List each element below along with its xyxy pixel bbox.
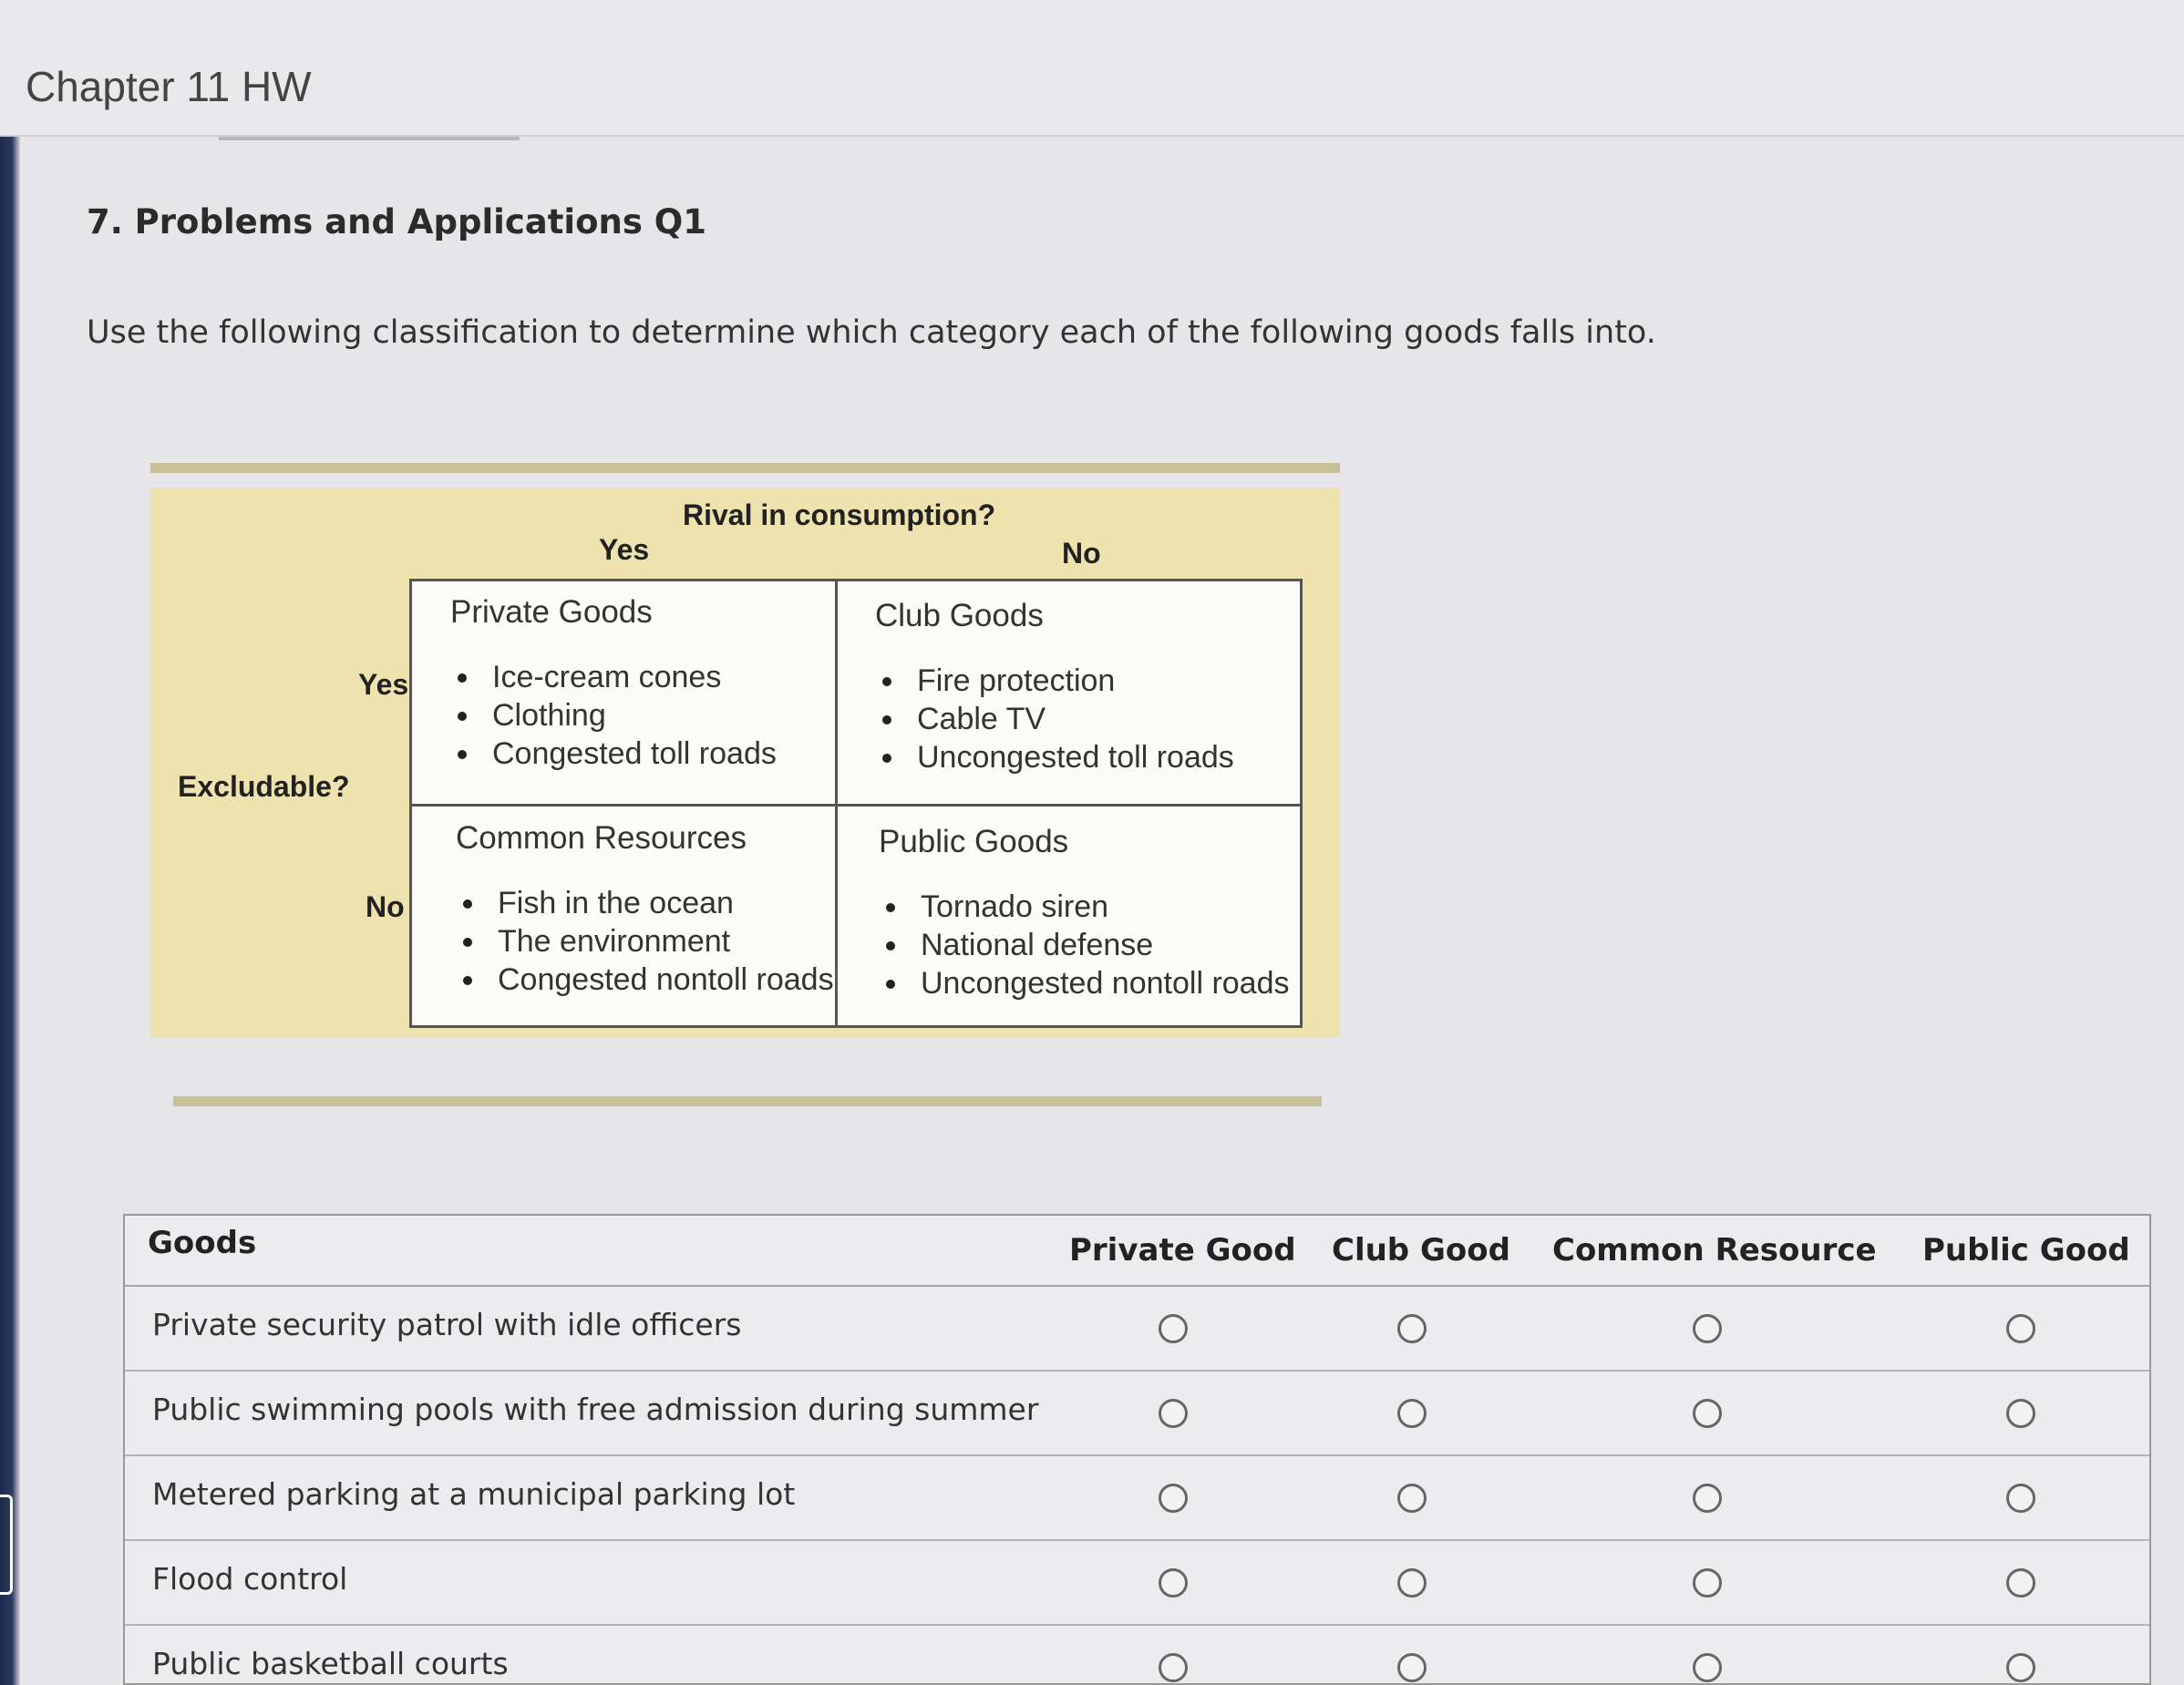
- radio-private-good[interactable]: [1159, 1568, 1188, 1598]
- cell-public-goods: [879, 824, 1290, 1002]
- column-header-private-good: Private Good: [1069, 1232, 1296, 1269]
- figure-top-rule: [150, 463, 1340, 473]
- radio-private-good[interactable]: [1159, 1653, 1188, 1682]
- radio-common-resource[interactable]: [1693, 1653, 1722, 1682]
- cell-common-resources: [456, 820, 834, 999]
- row-label: Flood control: [152, 1561, 348, 1597]
- list-item: The environment: [456, 922, 834, 961]
- classification-grid: [409, 579, 1303, 1028]
- rival-label: Rival in consumption?: [683, 498, 996, 531]
- list-item: National defense: [879, 926, 1290, 964]
- table-header-row: [125, 1216, 2149, 1287]
- radio-public-good[interactable]: [2006, 1484, 2035, 1513]
- list-item: Uncongested toll roads: [875, 738, 1234, 776]
- table-row: [125, 1287, 2149, 1372]
- column-header-goods: Goods: [148, 1225, 257, 1261]
- row-label: Public swimming pools with free admission during summer: [152, 1392, 1039, 1427]
- radio-club-good[interactable]: [1397, 1314, 1427, 1343]
- radio-club-good[interactable]: [1397, 1568, 1427, 1598]
- radio-private-good[interactable]: [1159, 1314, 1188, 1343]
- row-label: Private security patrol with idle officers: [152, 1307, 742, 1342]
- list-item: Clothing: [450, 696, 777, 735]
- question-instructions: Use the following classification to determine which category each of the following goods falls into.: [87, 314, 1656, 351]
- radio-club-good[interactable]: [1397, 1399, 1427, 1428]
- cell-title: Common Resources: [456, 820, 747, 856]
- radio-common-resource[interactable]: [1693, 1484, 1722, 1513]
- classification-answer-table: [123, 1214, 2151, 1685]
- radio-common-resource[interactable]: [1693, 1568, 1722, 1598]
- list-item: Fish in the ocean: [456, 884, 834, 922]
- list-item: Cable TV: [875, 700, 1234, 738]
- radio-private-good[interactable]: [1159, 1399, 1188, 1428]
- excludable-no-label: No: [366, 890, 405, 923]
- radio-public-good[interactable]: [2006, 1314, 2035, 1343]
- cell-club-goods: [875, 598, 1234, 776]
- cell-title: Public Goods: [879, 824, 1069, 859]
- table-row: [125, 1541, 2149, 1626]
- header-tab-underline: [219, 137, 520, 140]
- radio-public-good[interactable]: [2006, 1399, 2035, 1428]
- grid-horizontal-divider: [412, 804, 1300, 807]
- column-header-public-good: Public Good: [1922, 1232, 2130, 1269]
- radio-club-good[interactable]: [1397, 1653, 1427, 1682]
- list-item: Congested nontoll roads: [456, 961, 834, 999]
- radio-common-resource[interactable]: [1693, 1314, 1722, 1343]
- left-edge-bar: [0, 0, 20, 1685]
- table-row: [125, 1372, 2149, 1456]
- rival-yes-label: Yes: [599, 533, 650, 566]
- excludable-label: Excludable?: [178, 770, 350, 803]
- list-item: Tornado siren: [879, 888, 1290, 926]
- chapter-title: Chapter 11 HW: [26, 63, 312, 110]
- page-header: [0, 0, 2184, 137]
- figure-bottom-rule: [173, 1096, 1322, 1106]
- cell-title: Club Goods: [875, 598, 1044, 633]
- row-label: Public basketball courts: [152, 1646, 509, 1681]
- cell-private-goods: [450, 594, 777, 773]
- radio-private-good[interactable]: [1159, 1484, 1188, 1513]
- classification-figure: [150, 488, 1340, 1037]
- radio-club-good[interactable]: [1397, 1484, 1427, 1513]
- radio-common-resource[interactable]: [1693, 1399, 1722, 1428]
- column-header-club-good: Club Good: [1332, 1232, 1510, 1269]
- cell-title: Private Goods: [450, 594, 653, 630]
- list-item: Uncongested nontoll roads: [879, 964, 1290, 1002]
- question-title: 7. Problems and Applications Q1: [87, 202, 706, 241]
- list-item: Congested toll roads: [450, 735, 777, 773]
- radio-public-good[interactable]: [2006, 1568, 2035, 1598]
- radio-public-good[interactable]: [2006, 1653, 2035, 1682]
- side-panel-tab[interactable]: [0, 1495, 13, 1595]
- rival-no-label: No: [1062, 537, 1101, 570]
- table-row: [125, 1626, 2149, 1685]
- column-header-common-resource: Common Resource: [1552, 1232, 1877, 1269]
- excludable-yes-label: Yes: [358, 668, 409, 701]
- list-item: Fire protection: [875, 662, 1234, 700]
- row-label: Metered parking at a municipal parking lot: [152, 1476, 796, 1512]
- list-item: Ice-cream cones: [450, 658, 777, 696]
- table-row: [125, 1456, 2149, 1541]
